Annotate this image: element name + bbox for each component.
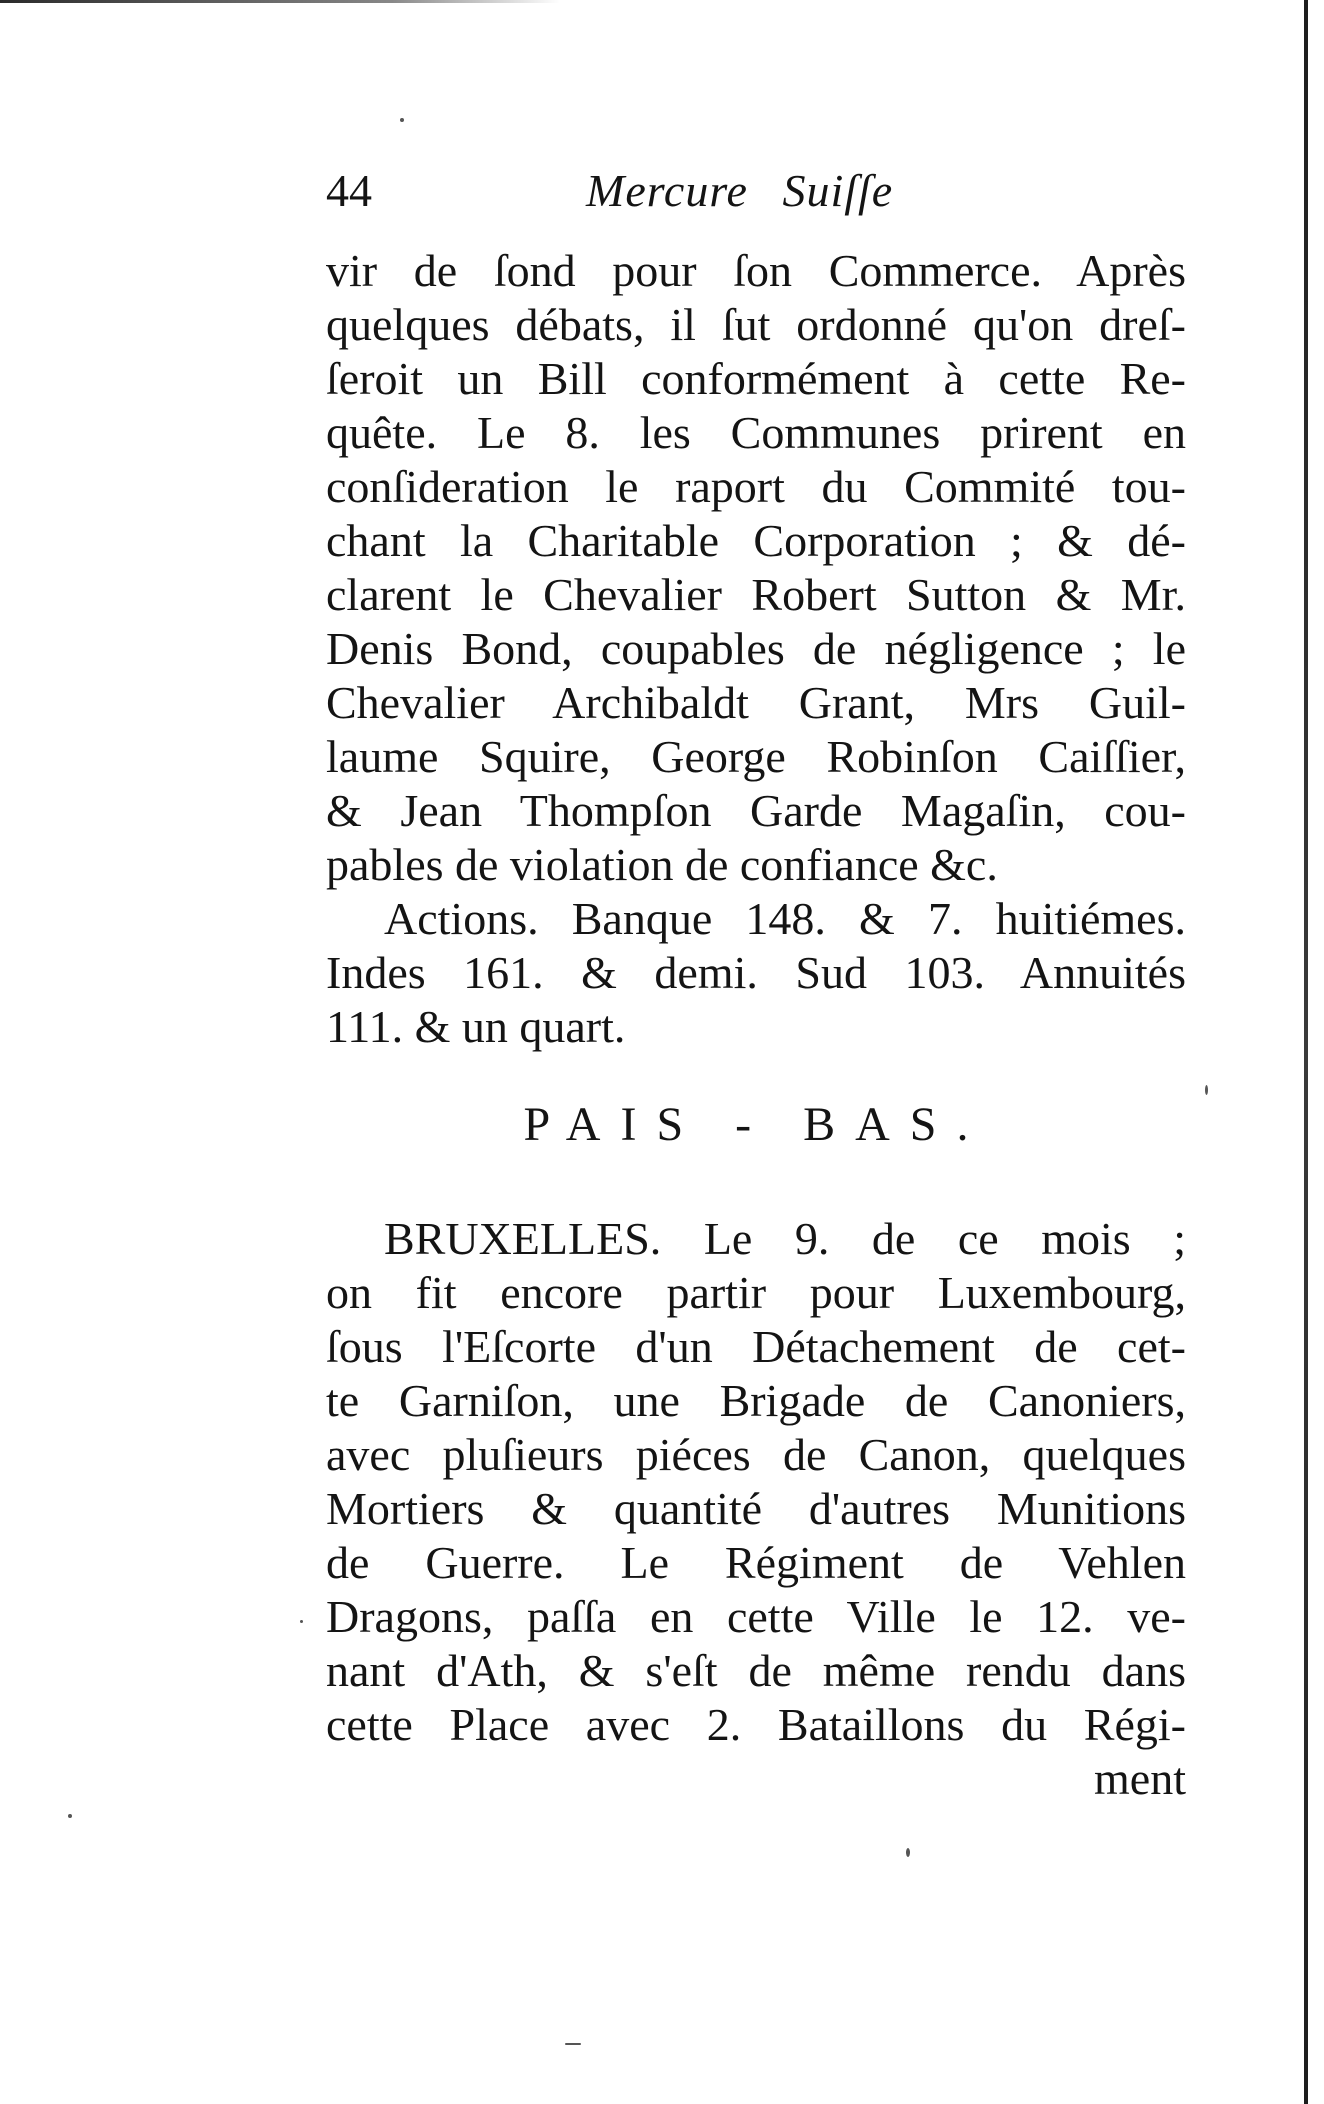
text-line: laume Squire, George Robinſon Caiſſier, bbox=[326, 731, 1186, 782]
text-line: chant la Charitable Corporation ; & dé- bbox=[326, 515, 1186, 566]
paragraph-london-commons bbox=[326, 244, 1186, 892]
text-line: clarent le Chevalier Robert Sutton & Mr. bbox=[326, 569, 1186, 620]
text-line: vir de ſond pour ſon Commerce. Après bbox=[326, 245, 1186, 296]
ink-speck bbox=[1205, 1085, 1208, 1095]
ink-speck bbox=[565, 2043, 581, 2045]
text-line: Dragons, paſſa en cette Ville le 12. ve- bbox=[326, 1591, 1186, 1642]
text-line: ſeroit un Bill conformément à cette Re- bbox=[326, 353, 1186, 404]
ink-speck bbox=[300, 1620, 303, 1623]
text-line: on fit encore partir pour Luxembourg, bbox=[326, 1267, 1186, 1318]
ink-speck bbox=[400, 118, 404, 122]
text-line: conſideration le raport du Commité tou- bbox=[326, 461, 1186, 512]
page-number: 44 bbox=[326, 165, 372, 216]
text-line: pables de violation de confiance &c. bbox=[326, 839, 998, 890]
text-line: Actions. Banque 148. & 7. huitiémes. bbox=[384, 893, 1186, 944]
text-line: & Jean Thompſon Garde Magaſin, cou- bbox=[326, 785, 1186, 836]
text-line: quête. Le 8. les Communes prirent en bbox=[326, 407, 1186, 458]
ink-speck bbox=[68, 1814, 72, 1818]
running-title: Mercure Suiſſe bbox=[586, 165, 894, 216]
text-line: BRUXELLES. Le 9. de ce mois ; bbox=[384, 1213, 1186, 1264]
page-right-edge bbox=[1304, 0, 1308, 2104]
page-header bbox=[326, 160, 1186, 224]
text-line: 111. & un quart. bbox=[326, 1001, 626, 1052]
text-line: Indes 161. & demi. Sud 103. Annuités bbox=[326, 947, 1186, 998]
text-line: Chevalier Archibaldt Grant, Mrs Guil- bbox=[326, 677, 1186, 728]
text-line: nant d'Ath, & s'eſt de même rendu dans bbox=[326, 1645, 1186, 1696]
text-line: ſous l'Eſcorte d'un Détachement de cet- bbox=[326, 1321, 1186, 1372]
paragraph-bruxelles bbox=[326, 1212, 1186, 1806]
text-line: cette Place avec 2. Bataillons du Régi- bbox=[326, 1699, 1186, 1750]
text-line: te Garniſon, une Brigade de Canoniers, bbox=[326, 1375, 1186, 1426]
page-top-edge bbox=[0, 0, 560, 3]
section-heading: PAIS - BAS. bbox=[523, 1098, 989, 1151]
text-line: quelques débats, il ſut ordonné qu'on dreſ- bbox=[326, 299, 1186, 350]
ink-speck bbox=[906, 1848, 910, 1857]
text-line: Denis Bond, coupables de négligence ; le bbox=[326, 623, 1186, 674]
text-line: avec pluſieurs piéces de Canon, quelques bbox=[326, 1429, 1186, 1480]
catchword: ment bbox=[1094, 1753, 1186, 1804]
text-line: Mortiers & quantité d'autres Munitions bbox=[326, 1483, 1186, 1534]
text-line: de Guerre. Le Régiment de Vehlen bbox=[326, 1537, 1186, 1588]
paragraph-stock-prices bbox=[326, 892, 1186, 1054]
